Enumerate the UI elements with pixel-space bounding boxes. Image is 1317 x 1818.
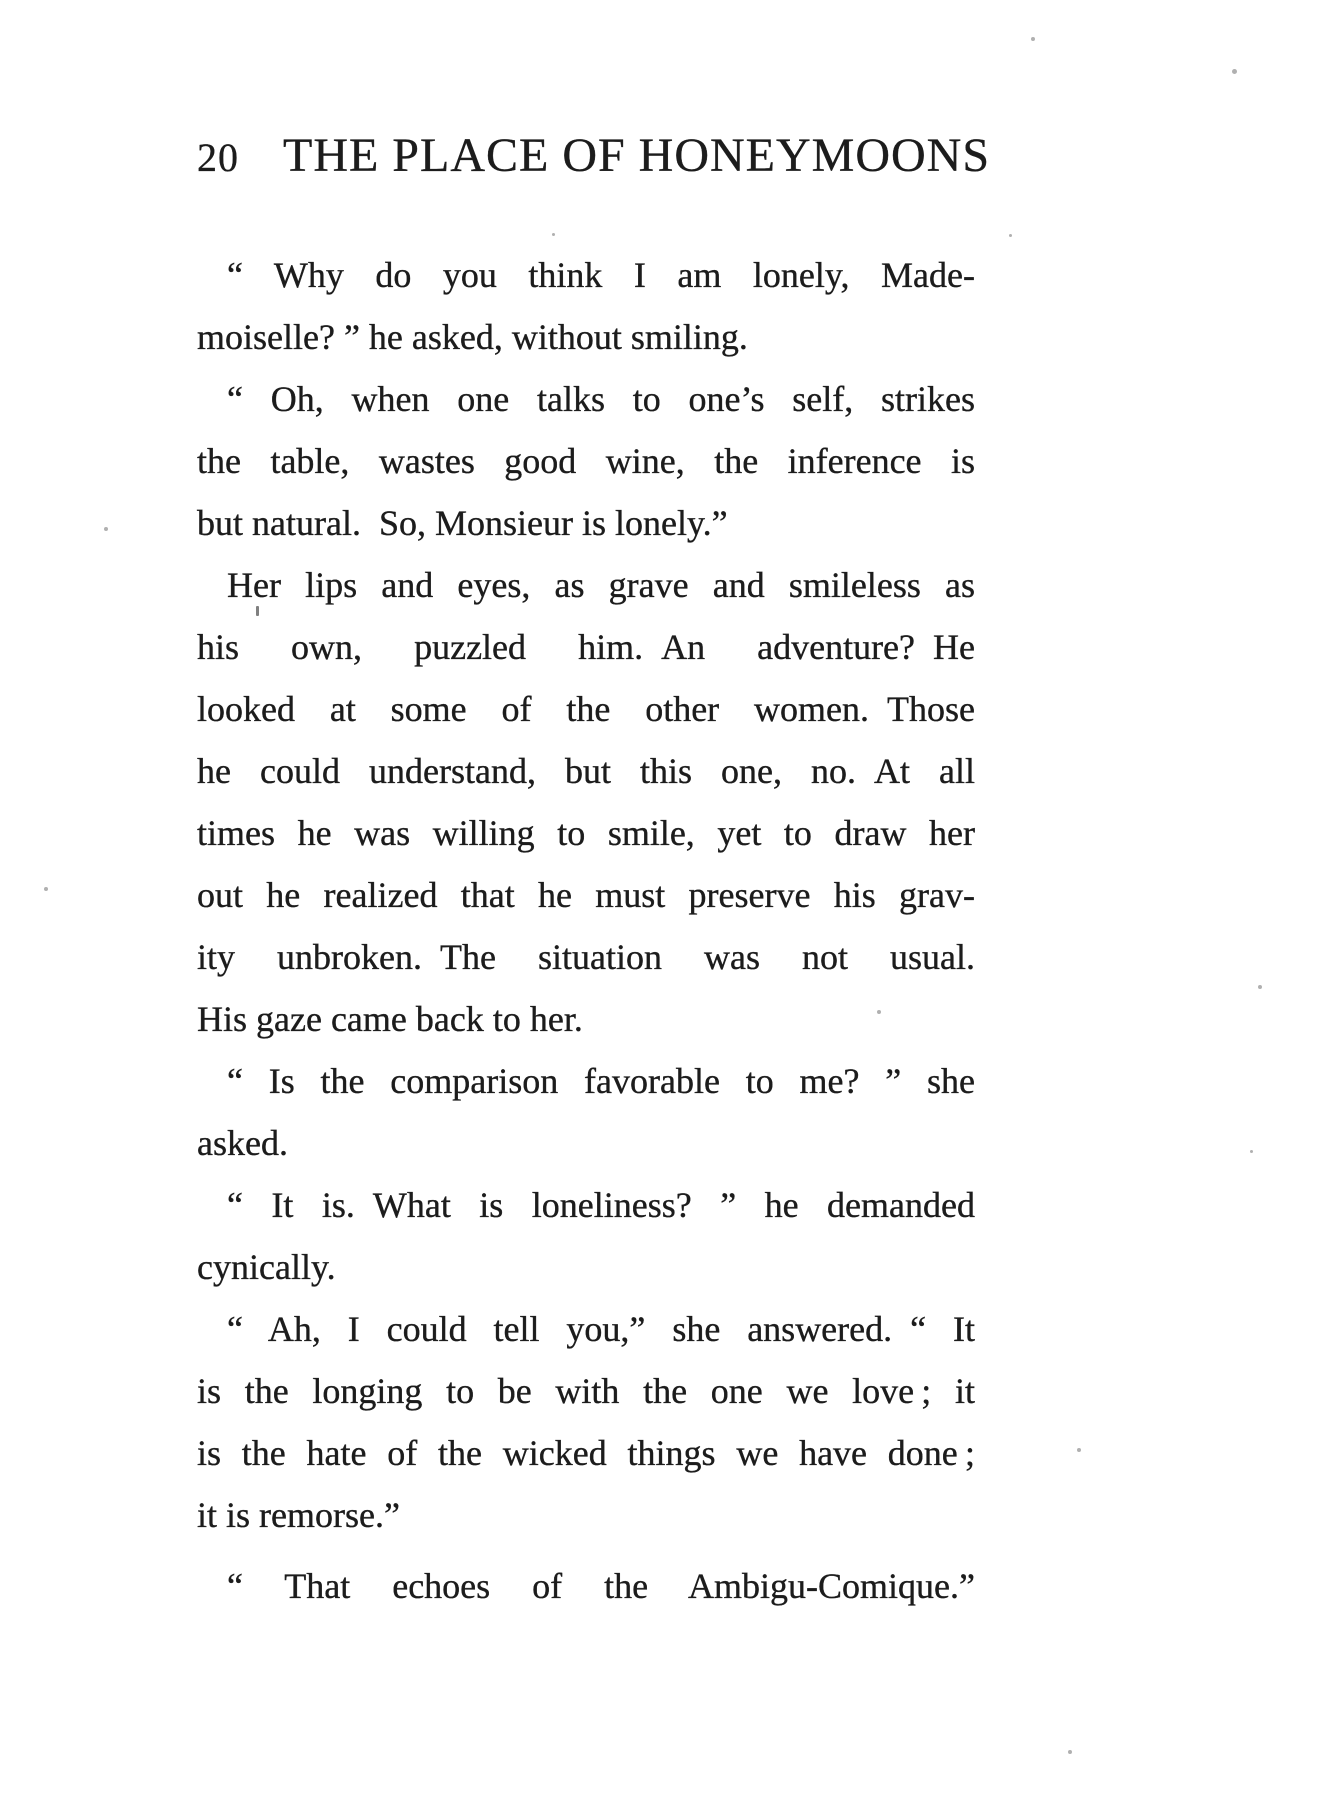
scan-artifact-dot (104, 527, 108, 531)
text-line: “ Oh, when one talks to one’s self, strikes (227, 379, 975, 419)
text-line: out he realized that he must preserve his grav- (197, 875, 975, 915)
scan-artifact-dot (1077, 1448, 1081, 1452)
text-line: moiselle? ” he asked, without smiling. (197, 317, 748, 357)
scan-artifact-dot (1258, 985, 1262, 989)
running-title: THE PLACE OF HONEYMOONS (283, 129, 991, 182)
text-line: “ Ah, I could tell you,” she answered. “ It (227, 1309, 975, 1349)
text-line: asked. (197, 1123, 288, 1163)
text-line: is the longing to be with the one we love ; it (197, 1371, 975, 1411)
text-line: “ Is the comparison favorable to me? ” she (227, 1061, 975, 1101)
body-text (197, 244, 975, 1617)
text-line: times he was willing to smile, yet to draw her (197, 813, 975, 853)
scan-artifact-mark (256, 606, 259, 616)
scan-artifact-dot (1250, 1150, 1253, 1153)
text-line: “ It is. What is loneliness? ” he demanded (227, 1185, 975, 1225)
text-line: his own, puzzled him. An adventure? He (197, 627, 975, 667)
page-number: 20 (197, 135, 239, 180)
scan-artifact-dot (877, 1010, 881, 1014)
text-line: it is remorse.” (197, 1495, 400, 1535)
text-line: “ Why do you think I am lonely, Made- (227, 255, 975, 295)
scan-artifact-dot (44, 887, 48, 891)
text-line: ity unbroken. The situation was not usual. (197, 937, 975, 977)
scan-artifact-dot (552, 233, 555, 236)
scan-artifact-dot (1068, 1750, 1072, 1754)
text-line: but natural. So, Monsieur is lonely.” (197, 503, 728, 543)
text-line: Her lips and eyes, as grave and smileless as (227, 565, 975, 605)
page-header (197, 128, 991, 183)
text-line: the table, wastes good wine, the inference is (197, 441, 975, 481)
scan-artifact-dot (1232, 69, 1237, 74)
scan-artifact-dot (1031, 37, 1035, 41)
text-line: looked at some of the other women. Those (197, 689, 975, 729)
text-line: His gaze came back to her. (197, 999, 583, 1039)
text-line: cynically. (197, 1247, 336, 1287)
text-line: he could understand, but this one, no. At all (197, 751, 975, 791)
text-line: “ That echoes of the Ambigu-Comique.” (227, 1566, 975, 1606)
text-line: is the hate of the wicked things we have done ; (197, 1433, 975, 1473)
scan-artifact-dot (1009, 234, 1012, 237)
